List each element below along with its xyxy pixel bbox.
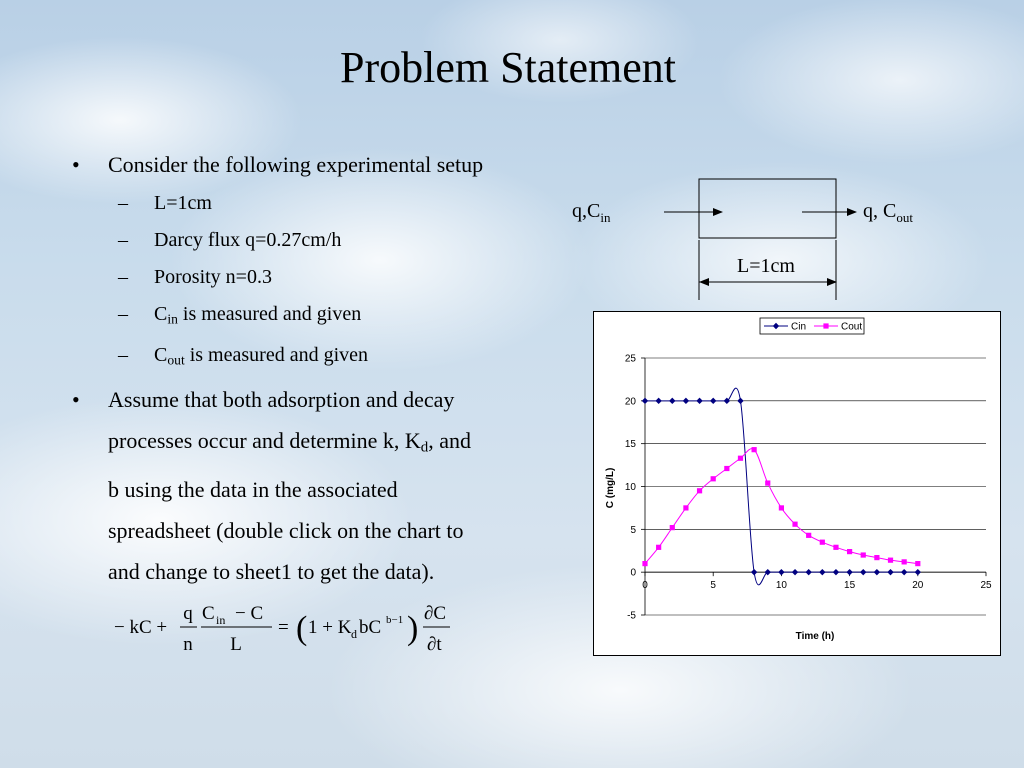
eq-kd-sub: d bbox=[351, 627, 357, 641]
x-tick-label: 0 bbox=[642, 580, 648, 592]
bullet-text-part: processes occur and determine k, K bbox=[108, 427, 421, 453]
dash-marker: – bbox=[118, 266, 128, 288]
experimental-setup-diagram bbox=[560, 170, 960, 310]
data-point-cin bbox=[655, 398, 661, 404]
bullet-item bbox=[72, 379, 592, 592]
bullet-text-line: b using the data in the associated bbox=[108, 476, 398, 502]
eq-bc: bC bbox=[359, 617, 382, 638]
x-tick-label: 25 bbox=[980, 580, 992, 592]
data-point-cin bbox=[874, 569, 880, 575]
bullet-text-line: Assume that both adsorption and decay bbox=[108, 386, 455, 412]
sub-bullet-item bbox=[72, 337, 592, 378]
y-tick-label: -5 bbox=[627, 610, 636, 622]
data-point-cout bbox=[861, 552, 866, 557]
x-tick-label: 20 bbox=[912, 580, 924, 592]
sub-bullet-item bbox=[72, 222, 592, 259]
soil-column bbox=[699, 179, 836, 238]
eq-open-paren: ( bbox=[296, 610, 308, 647]
eq-n: n bbox=[183, 634, 193, 655]
eq-dc: ∂C bbox=[424, 603, 447, 624]
y-tick-label: 20 bbox=[624, 396, 636, 408]
legend-label: Cin bbox=[791, 321, 807, 333]
legend-label: Cout bbox=[841, 321, 863, 333]
bullet-text-line bbox=[108, 420, 592, 469]
dash-marker: – bbox=[118, 229, 128, 251]
data-point-cout bbox=[847, 549, 852, 554]
data-point-cout bbox=[738, 456, 743, 461]
bullet-item bbox=[72, 144, 592, 185]
sub-bullet-text: Porosity n=0.3 bbox=[154, 266, 272, 288]
data-point-cin bbox=[833, 569, 839, 575]
data-point-cout bbox=[915, 561, 920, 566]
chart-svg bbox=[594, 312, 1000, 655]
bullet-text-line: spreadsheet (double click on the chart to bbox=[108, 517, 464, 543]
cin-symbol: C bbox=[154, 303, 168, 325]
data-point-cin bbox=[696, 398, 702, 404]
governing-equation bbox=[110, 592, 460, 662]
data-point-cout bbox=[902, 559, 907, 564]
eq-cin-sub: in bbox=[216, 613, 226, 627]
data-point-cout bbox=[683, 505, 688, 510]
eq-q: q bbox=[183, 603, 193, 624]
dash-marker: – bbox=[118, 344, 128, 367]
data-point-cout bbox=[656, 545, 661, 550]
data-point-cout bbox=[888, 558, 893, 563]
y-axis-label: C (mg/L) bbox=[605, 467, 616, 509]
cout-subscript: out bbox=[167, 352, 185, 368]
kd-subscript: d bbox=[420, 439, 429, 456]
sub-bullet-text: is measured and given bbox=[177, 303, 362, 325]
data-point-cout bbox=[792, 522, 797, 527]
eq-close-paren: ) bbox=[407, 610, 419, 647]
inlet-label: $q,C_{in}$ bbox=[572, 200, 611, 225]
data-point-cin bbox=[778, 569, 784, 575]
sub-bullet-text: L=1cm bbox=[154, 192, 212, 214]
data-point-cout bbox=[724, 466, 729, 471]
data-point-cout bbox=[670, 525, 675, 530]
data-point-cin bbox=[915, 569, 921, 575]
grid-layer bbox=[645, 358, 986, 615]
dash-marker: – bbox=[118, 192, 128, 214]
y-tick-label: 5 bbox=[630, 524, 636, 536]
data-point-cout bbox=[752, 447, 757, 452]
axis-layer bbox=[625, 354, 992, 622]
data-point-cout bbox=[820, 540, 825, 545]
eq-dt: ∂t bbox=[427, 634, 442, 655]
data-point-cin bbox=[737, 398, 743, 404]
data-point-cin bbox=[642, 398, 648, 404]
concentration-chart[interactable] bbox=[593, 311, 1001, 656]
legend-marker bbox=[823, 323, 828, 328]
data-point-cin bbox=[710, 398, 716, 404]
y-tick-label: 15 bbox=[624, 439, 636, 451]
slide-title: Problem Statement bbox=[339, 43, 677, 92]
dash-marker: – bbox=[118, 303, 128, 325]
data-point-cout bbox=[806, 533, 811, 538]
x-tick-label: 15 bbox=[844, 580, 856, 592]
eq-equals: = bbox=[278, 617, 289, 638]
dimension-arrow-left bbox=[699, 278, 709, 286]
eq-exponent: b−1 bbox=[386, 614, 404, 626]
cout-symbol: C bbox=[154, 344, 168, 367]
y-tick-label: 25 bbox=[624, 353, 636, 365]
sub-bullet-item bbox=[72, 296, 592, 337]
eq-minus-c: − C bbox=[235, 603, 264, 624]
data-point-cout bbox=[779, 505, 784, 510]
eq-cin-c: C bbox=[202, 603, 215, 624]
data-point-cin bbox=[751, 569, 757, 575]
data-point-cin bbox=[860, 569, 866, 575]
data-point-cin bbox=[669, 398, 675, 404]
x-axis-label: Time (h) bbox=[795, 631, 835, 642]
sub-bullet-item bbox=[72, 259, 592, 296]
data-point-cout bbox=[765, 480, 770, 485]
bullet-text-part: , and bbox=[428, 427, 472, 453]
data-point-cin bbox=[846, 569, 852, 575]
sub-bullet-text: is measured and given bbox=[184, 344, 368, 367]
data-point-cin bbox=[683, 398, 689, 404]
eq-minus-kc: − kC + bbox=[114, 617, 168, 638]
eq-one-plus-k: 1 + K bbox=[308, 617, 352, 638]
bullet-text-line: and change to sheet1 to get the data). bbox=[108, 558, 435, 584]
y-tick-label: 0 bbox=[630, 567, 636, 579]
sub-bullet-text: Darcy flux q=0.27cm/h bbox=[154, 229, 342, 251]
data-point-cin bbox=[819, 569, 825, 575]
data-point-cout bbox=[642, 561, 647, 566]
data-point-cout bbox=[711, 476, 716, 481]
data-point-cin bbox=[901, 569, 907, 575]
data-point-cin bbox=[805, 569, 811, 575]
eq-l: L bbox=[230, 634, 242, 655]
cin-subscript: in bbox=[167, 311, 178, 327]
data-point-cout bbox=[833, 545, 838, 550]
length-label: L=1cm bbox=[737, 255, 795, 277]
legend-layer bbox=[760, 318, 864, 334]
data-point-cin bbox=[792, 569, 798, 575]
x-tick-label: 10 bbox=[775, 580, 787, 592]
y-tick-label: 10 bbox=[624, 482, 636, 493]
data-point-cout bbox=[874, 555, 879, 560]
bullet-marker: • bbox=[72, 386, 80, 412]
bullet-marker: • bbox=[72, 152, 80, 177]
bullet-text: Consider the following experimental setup bbox=[108, 152, 484, 177]
sub-bullet-item bbox=[72, 185, 592, 222]
x-tick-label: 5 bbox=[710, 580, 716, 592]
data-point-cin bbox=[887, 569, 893, 575]
bullet-list bbox=[72, 144, 592, 592]
data-point-cout bbox=[697, 488, 702, 493]
outlet-label: q, $C_{out}$ bbox=[863, 200, 913, 225]
